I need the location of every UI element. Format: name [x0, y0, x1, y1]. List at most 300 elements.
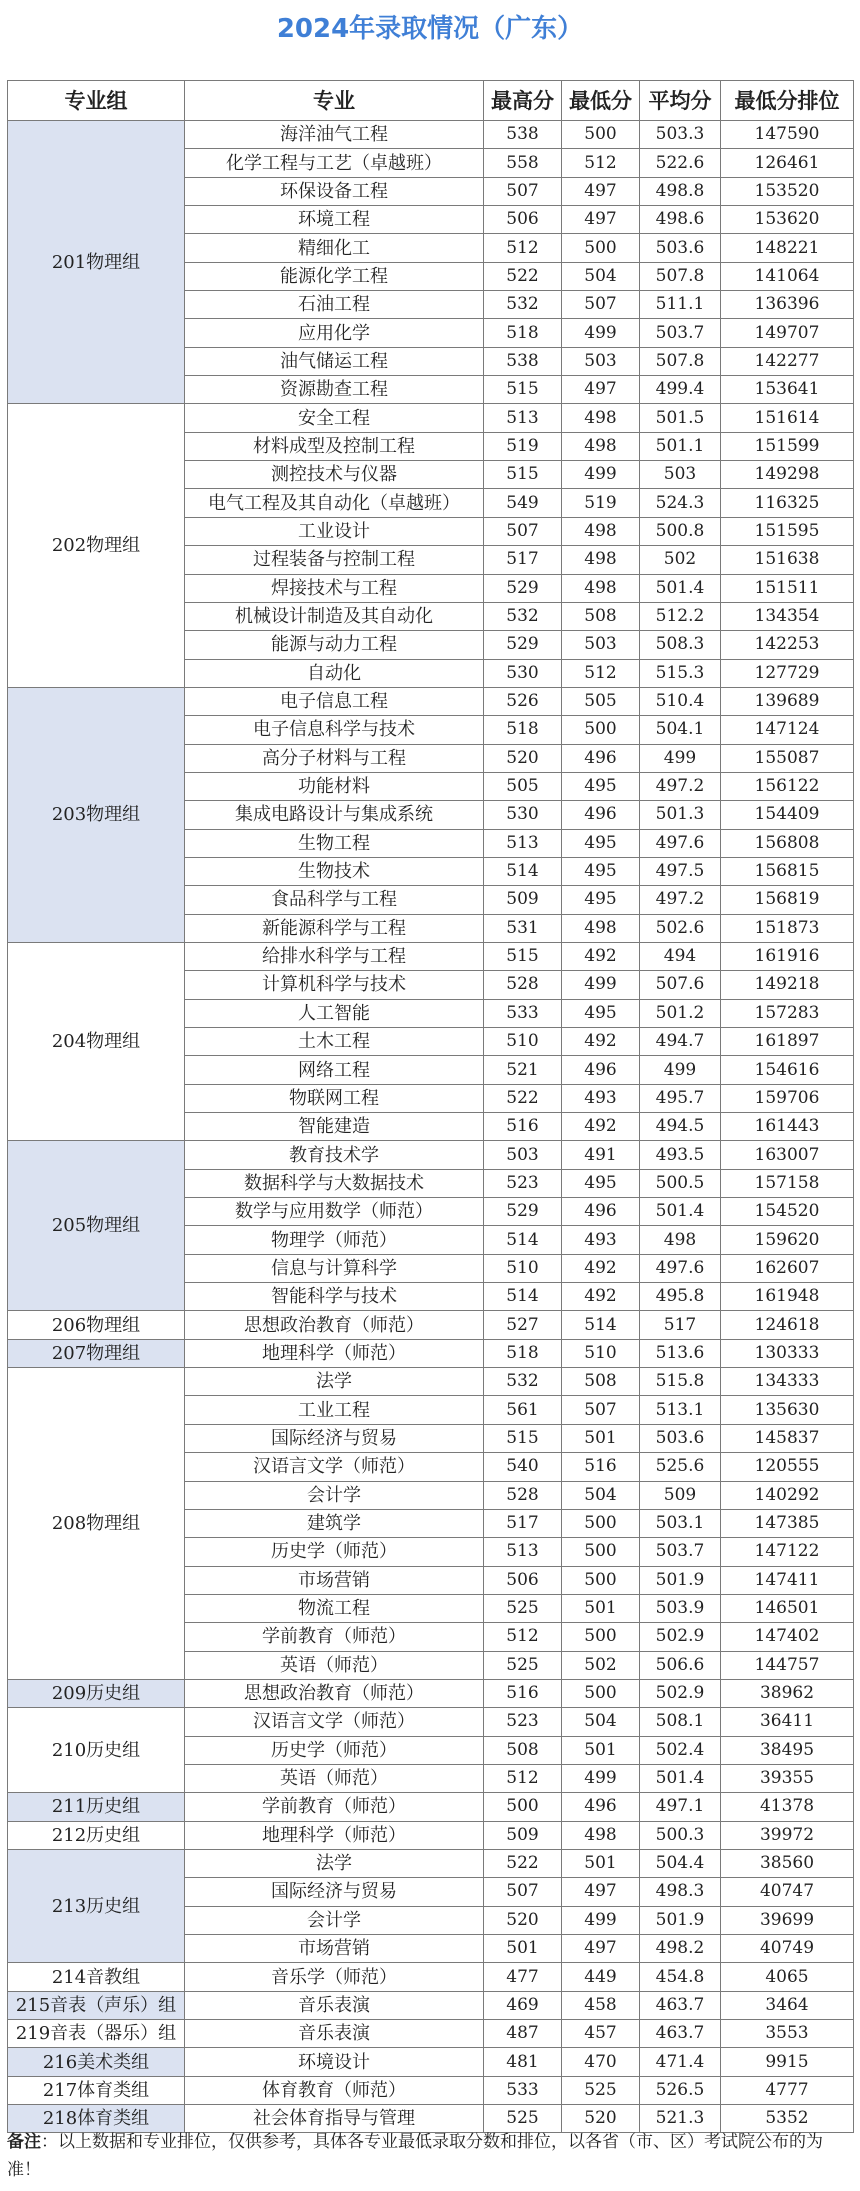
min-score-cell: 507 [562, 291, 640, 319]
table-row [8, 1339, 854, 1367]
max-score-cell: 516 [484, 1113, 562, 1141]
avg-score-cell: 501.1 [640, 432, 721, 460]
major-cell: 音乐学（师范） [185, 1963, 484, 1991]
min-score-cell: 498 [562, 574, 640, 602]
table-row [8, 942, 854, 970]
min-rank-cell: 157158 [721, 1169, 854, 1197]
min-rank-cell: 39699 [721, 1906, 854, 1934]
min-score-cell: 498 [562, 432, 640, 460]
table-row [8, 1793, 854, 1821]
min-rank-cell: 41378 [721, 1793, 854, 1821]
avg-score-cell: 507.8 [640, 262, 721, 290]
table-row [8, 2076, 854, 2104]
max-score-cell: 529 [484, 574, 562, 602]
max-score-cell: 532 [484, 1368, 562, 1396]
major-cell: 石油工程 [185, 291, 484, 319]
max-score-cell: 487 [484, 2020, 562, 2048]
min-score-cell: 498 [562, 914, 640, 942]
header-min-score: 最低分 [562, 81, 640, 121]
min-rank-cell: 5352 [721, 2105, 854, 2133]
min-rank-cell: 156122 [721, 772, 854, 800]
max-score-cell: 561 [484, 1396, 562, 1424]
min-score-cell: 501 [562, 1594, 640, 1622]
min-score-cell: 493 [562, 1084, 640, 1112]
avg-score-cell: 471.4 [640, 2048, 721, 2076]
avg-score-cell: 501.4 [640, 1764, 721, 1792]
avg-score-cell: 515.3 [640, 659, 721, 687]
table-row [8, 1821, 854, 1849]
min-rank-cell: 156808 [721, 829, 854, 857]
max-score-cell: 538 [484, 347, 562, 375]
min-rank-cell: 127729 [721, 659, 854, 687]
min-score-cell: 499 [562, 1906, 640, 1934]
major-cell: 汉语言文学（师范） [185, 1453, 484, 1481]
max-score-cell: 512 [484, 1764, 562, 1792]
min-score-cell: 457 [562, 2020, 640, 2048]
max-score-cell: 509 [484, 1821, 562, 1849]
avg-score-cell: 502.9 [640, 1679, 721, 1707]
footnote [7, 2128, 853, 2184]
min-score-cell: 501 [562, 1424, 640, 1452]
avg-score-cell: 503.3 [640, 121, 721, 149]
group-cell: 206物理组 [8, 1311, 185, 1339]
group-cell: 207物理组 [8, 1339, 185, 1367]
min-score-cell: 503 [562, 631, 640, 659]
min-rank-cell: 151595 [721, 517, 854, 545]
major-cell: 高分子材料与工程 [185, 744, 484, 772]
max-score-cell: 508 [484, 1736, 562, 1764]
min-rank-cell: 4777 [721, 2076, 854, 2104]
min-score-cell: 495 [562, 886, 640, 914]
avg-score-cell: 522.6 [640, 149, 721, 177]
major-cell: 历史学（师范） [185, 1538, 484, 1566]
avg-score-cell: 503.9 [640, 1594, 721, 1622]
min-rank-cell: 155087 [721, 744, 854, 772]
avg-score-cell: 497.5 [640, 857, 721, 885]
min-score-cell: 504 [562, 1481, 640, 1509]
min-rank-cell: 140292 [721, 1481, 854, 1509]
major-cell: 数学与应用数学（师范） [185, 1198, 484, 1226]
min-rank-cell: 149298 [721, 461, 854, 489]
min-rank-cell: 161443 [721, 1113, 854, 1141]
min-score-cell: 498 [562, 546, 640, 574]
min-rank-cell: 156815 [721, 857, 854, 885]
group-cell: 213历史组 [8, 1849, 185, 1962]
max-score-cell: 507 [484, 1878, 562, 1906]
major-cell: 数据科学与大数据技术 [185, 1169, 484, 1197]
avg-score-cell: 498.2 [640, 1935, 721, 1963]
avg-score-cell: 502.9 [640, 1623, 721, 1651]
header-min-rank: 最低分排位 [721, 81, 854, 121]
min-rank-cell: 151873 [721, 914, 854, 942]
min-score-cell: 500 [562, 121, 640, 149]
group-cell: 208物理组 [8, 1368, 185, 1680]
max-score-cell: 506 [484, 1566, 562, 1594]
min-rank-cell: 147411 [721, 1566, 854, 1594]
max-score-cell: 513 [484, 829, 562, 857]
avg-score-cell: 497.2 [640, 886, 721, 914]
major-cell: 教育技术学 [185, 1141, 484, 1169]
min-score-cell: 496 [562, 1198, 640, 1226]
major-cell: 电子信息工程 [185, 687, 484, 715]
avg-score-cell: 498.6 [640, 206, 721, 234]
page-title: 2024年录取情况（广东） [276, 14, 584, 44]
major-cell: 过程装备与控制工程 [185, 546, 484, 574]
min-rank-cell: 148221 [721, 234, 854, 262]
major-cell: 应用化学 [185, 319, 484, 347]
max-score-cell: 514 [484, 857, 562, 885]
min-score-cell: 499 [562, 1764, 640, 1792]
max-score-cell: 477 [484, 1963, 562, 1991]
major-cell: 智能科学与技术 [185, 1283, 484, 1311]
major-cell: 会计学 [185, 1906, 484, 1934]
min-rank-cell: 134333 [721, 1368, 854, 1396]
max-score-cell: 507 [484, 517, 562, 545]
major-cell: 机械设计制造及其自动化 [185, 602, 484, 630]
max-score-cell: 515 [484, 1424, 562, 1452]
table-row [8, 1708, 854, 1736]
max-score-cell: 523 [484, 1169, 562, 1197]
min-score-cell: 510 [562, 1339, 640, 1367]
avg-score-cell: 512.2 [640, 602, 721, 630]
min-rank-cell: 162607 [721, 1254, 854, 1282]
table-row [8, 1311, 854, 1339]
group-cell: 205物理组 [8, 1141, 185, 1311]
min-score-cell: 502 [562, 1651, 640, 1679]
major-cell: 汉语言文学（师范） [185, 1708, 484, 1736]
group-cell: 215音表（声乐）组 [8, 1991, 185, 2019]
major-cell: 历史学（师范） [185, 1736, 484, 1764]
min-score-cell: 497 [562, 376, 640, 404]
avg-score-cell: 494.7 [640, 1028, 721, 1056]
min-rank-cell: 151614 [721, 404, 854, 432]
max-score-cell: 500 [484, 1793, 562, 1821]
table-header-row [8, 81, 854, 121]
major-cell: 市场营销 [185, 1935, 484, 1963]
table-row [8, 1963, 854, 1991]
max-score-cell: 540 [484, 1453, 562, 1481]
major-cell: 思想政治教育（师范） [185, 1679, 484, 1707]
major-cell: 音乐表演 [185, 1991, 484, 2019]
major-cell: 环境设计 [185, 2048, 484, 2076]
min-rank-cell: 161916 [721, 942, 854, 970]
min-score-cell: 496 [562, 801, 640, 829]
avg-score-cell: 495.8 [640, 1283, 721, 1311]
group-cell: 214音教组 [8, 1963, 185, 1991]
min-rank-cell: 39972 [721, 1821, 854, 1849]
avg-score-cell: 504.4 [640, 1849, 721, 1877]
max-score-cell: 515 [484, 376, 562, 404]
min-score-cell: 493 [562, 1226, 640, 1254]
table-row [8, 404, 854, 432]
max-score-cell: 510 [484, 1028, 562, 1056]
header-avg-score: 平均分 [640, 81, 721, 121]
max-score-cell: 518 [484, 716, 562, 744]
min-score-cell: 492 [562, 942, 640, 970]
max-score-cell: 558 [484, 149, 562, 177]
group-cell: 204物理组 [8, 942, 185, 1140]
avg-score-cell: 513.1 [640, 1396, 721, 1424]
major-cell: 体育教育（师范） [185, 2076, 484, 2104]
footnote-text: ：以上数据和专业排位，仅供参考，具体各专业最低录取分数和排位，以各省（市、区）考试院公布的为准！ [7, 2132, 823, 2180]
min-score-cell: 496 [562, 1056, 640, 1084]
min-score-cell: 519 [562, 489, 640, 517]
table-row [8, 1991, 854, 2019]
major-cell: 智能建造 [185, 1113, 484, 1141]
min-score-cell: 499 [562, 461, 640, 489]
max-score-cell: 530 [484, 801, 562, 829]
min-rank-cell: 147122 [721, 1538, 854, 1566]
avg-score-cell: 509 [640, 1481, 721, 1509]
major-cell: 社会体育指导与管理 [185, 2105, 484, 2133]
min-score-cell: 525 [562, 2076, 640, 2104]
table-body [8, 121, 854, 2133]
max-score-cell: 529 [484, 1198, 562, 1226]
min-score-cell: 500 [562, 1566, 640, 1594]
min-score-cell: 470 [562, 2048, 640, 2076]
min-rank-cell: 135630 [721, 1396, 854, 1424]
major-cell: 音乐表演 [185, 2020, 484, 2048]
avg-score-cell: 497.1 [640, 1793, 721, 1821]
group-cell: 202物理组 [8, 404, 185, 687]
avg-score-cell: 526.5 [640, 2076, 721, 2104]
min-score-cell: 500 [562, 1679, 640, 1707]
major-cell: 电气工程及其自动化（卓越班） [185, 489, 484, 517]
min-score-cell: 497 [562, 1878, 640, 1906]
avg-score-cell: 521.3 [640, 2105, 721, 2133]
major-cell: 信息与计算科学 [185, 1254, 484, 1282]
max-score-cell: 512 [484, 234, 562, 262]
max-score-cell: 517 [484, 1509, 562, 1537]
min-score-cell: 495 [562, 772, 640, 800]
min-score-cell: 503 [562, 347, 640, 375]
min-rank-cell: 161948 [721, 1283, 854, 1311]
group-cell: 212历史组 [8, 1821, 185, 1849]
min-score-cell: 500 [562, 1509, 640, 1537]
min-score-cell: 500 [562, 234, 640, 262]
min-rank-cell: 36411 [721, 1708, 854, 1736]
min-score-cell: 497 [562, 1935, 640, 1963]
min-rank-cell: 136396 [721, 291, 854, 319]
min-rank-cell: 38495 [721, 1736, 854, 1764]
major-cell: 焊接技术与工程 [185, 574, 484, 602]
min-rank-cell: 154409 [721, 801, 854, 829]
avg-score-cell: 501.4 [640, 574, 721, 602]
avg-score-cell: 500.8 [640, 517, 721, 545]
max-score-cell: 517 [484, 546, 562, 574]
major-cell: 国际经济与贸易 [185, 1424, 484, 1452]
min-rank-cell: 151599 [721, 432, 854, 460]
min-score-cell: 495 [562, 857, 640, 885]
min-score-cell: 504 [562, 1708, 640, 1736]
table-row [8, 1849, 854, 1877]
major-cell: 法学 [185, 1849, 484, 1877]
min-score-cell: 501 [562, 1736, 640, 1764]
avg-score-cell: 502 [640, 546, 721, 574]
avg-score-cell: 500.3 [640, 1821, 721, 1849]
major-cell: 网络工程 [185, 1056, 484, 1084]
avg-score-cell: 498.8 [640, 177, 721, 205]
min-rank-cell: 163007 [721, 1141, 854, 1169]
major-cell: 给排水科学与工程 [185, 942, 484, 970]
min-rank-cell: 142253 [721, 631, 854, 659]
min-rank-cell: 153620 [721, 206, 854, 234]
max-score-cell: 507 [484, 177, 562, 205]
min-rank-cell: 159620 [721, 1226, 854, 1254]
major-cell: 市场营销 [185, 1566, 484, 1594]
avg-score-cell: 503.6 [640, 234, 721, 262]
min-rank-cell: 9915 [721, 2048, 854, 2076]
min-rank-cell: 147385 [721, 1509, 854, 1537]
avg-score-cell: 495.7 [640, 1084, 721, 1112]
avg-score-cell: 503.6 [640, 1424, 721, 1452]
max-score-cell: 527 [484, 1311, 562, 1339]
major-cell: 物联网工程 [185, 1084, 484, 1112]
max-score-cell: 501 [484, 1935, 562, 1963]
avg-score-cell: 511.1 [640, 291, 721, 319]
min-score-cell: 492 [562, 1254, 640, 1282]
min-score-cell: 501 [562, 1849, 640, 1877]
min-rank-cell: 149218 [721, 971, 854, 999]
min-score-cell: 512 [562, 149, 640, 177]
min-rank-cell: 124618 [721, 1311, 854, 1339]
max-score-cell: 525 [484, 2105, 562, 2133]
max-score-cell: 526 [484, 687, 562, 715]
max-score-cell: 519 [484, 432, 562, 460]
avg-score-cell: 498 [640, 1226, 721, 1254]
avg-score-cell: 454.8 [640, 1963, 721, 1991]
min-score-cell: 508 [562, 1368, 640, 1396]
avg-score-cell: 508.3 [640, 631, 721, 659]
min-rank-cell: 154520 [721, 1198, 854, 1226]
avg-score-cell: 463.7 [640, 1991, 721, 2019]
major-cell: 电子信息科学与技术 [185, 716, 484, 744]
max-score-cell: 505 [484, 772, 562, 800]
major-cell: 学前教育（师范） [185, 1793, 484, 1821]
table-row [8, 2020, 854, 2048]
min-rank-cell: 39355 [721, 1764, 854, 1792]
max-score-cell: 521 [484, 1056, 562, 1084]
avg-score-cell: 503.7 [640, 1538, 721, 1566]
major-cell: 英语（师范） [185, 1764, 484, 1792]
max-score-cell: 513 [484, 1538, 562, 1566]
max-score-cell: 506 [484, 206, 562, 234]
major-cell: 法学 [185, 1368, 484, 1396]
major-cell: 建筑学 [185, 1509, 484, 1537]
min-score-cell: 495 [562, 1169, 640, 1197]
major-cell: 测控技术与仪器 [185, 461, 484, 489]
min-score-cell: 508 [562, 602, 640, 630]
min-score-cell: 500 [562, 716, 640, 744]
min-score-cell: 497 [562, 206, 640, 234]
max-score-cell: 522 [484, 1084, 562, 1112]
major-cell: 物流工程 [185, 1594, 484, 1622]
major-cell: 自动化 [185, 659, 484, 687]
max-score-cell: 530 [484, 659, 562, 687]
max-score-cell: 525 [484, 1594, 562, 1622]
min-rank-cell: 151638 [721, 546, 854, 574]
max-score-cell: 533 [484, 999, 562, 1027]
avg-score-cell: 502.4 [640, 1736, 721, 1764]
avg-score-cell: 507.6 [640, 971, 721, 999]
major-cell: 材料成型及控制工程 [185, 432, 484, 460]
major-cell: 国际经济与贸易 [185, 1878, 484, 1906]
min-rank-cell: 153641 [721, 376, 854, 404]
min-rank-cell: 116325 [721, 489, 854, 517]
major-cell: 食品科学与工程 [185, 886, 484, 914]
min-rank-cell: 147402 [721, 1623, 854, 1651]
min-rank-cell: 151511 [721, 574, 854, 602]
min-rank-cell: 157283 [721, 999, 854, 1027]
major-cell: 能源与动力工程 [185, 631, 484, 659]
min-score-cell: 497 [562, 177, 640, 205]
min-score-cell: 495 [562, 999, 640, 1027]
avg-score-cell: 498.3 [640, 1878, 721, 1906]
min-score-cell: 498 [562, 1821, 640, 1849]
min-rank-cell: 126461 [721, 149, 854, 177]
min-score-cell: 505 [562, 687, 640, 715]
major-cell: 地理科学（师范） [185, 1339, 484, 1367]
table-row [8, 687, 854, 715]
avg-score-cell: 501.4 [640, 1198, 721, 1226]
major-cell: 地理科学（师范） [185, 1821, 484, 1849]
max-score-cell: 528 [484, 971, 562, 999]
avg-score-cell: 499 [640, 1056, 721, 1084]
max-score-cell: 520 [484, 744, 562, 772]
avg-score-cell: 494 [640, 942, 721, 970]
major-cell: 工业设计 [185, 517, 484, 545]
max-score-cell: 532 [484, 602, 562, 630]
major-cell: 功能材料 [185, 772, 484, 800]
avg-score-cell: 463.7 [640, 2020, 721, 2048]
avg-score-cell: 501.5 [640, 404, 721, 432]
group-cell: 203物理组 [8, 687, 185, 942]
major-cell: 人工智能 [185, 999, 484, 1027]
max-score-cell: 529 [484, 631, 562, 659]
min-score-cell: 514 [562, 1311, 640, 1339]
min-score-cell: 516 [562, 1453, 640, 1481]
min-rank-cell: 40749 [721, 1935, 854, 1963]
min-rank-cell: 38560 [721, 1849, 854, 1877]
major-cell: 油气储运工程 [185, 347, 484, 375]
major-cell: 资源勘查工程 [185, 376, 484, 404]
min-score-cell: 492 [562, 1283, 640, 1311]
min-rank-cell: 141064 [721, 262, 854, 290]
avg-score-cell: 502.6 [640, 914, 721, 942]
avg-score-cell: 503.1 [640, 1509, 721, 1537]
header-max-score: 最高分 [484, 81, 562, 121]
admission-table [7, 80, 854, 2133]
max-score-cell: 512 [484, 1623, 562, 1651]
max-score-cell: 538 [484, 121, 562, 149]
max-score-cell: 516 [484, 1679, 562, 1707]
min-score-cell: 504 [562, 262, 640, 290]
avg-score-cell: 494.5 [640, 1113, 721, 1141]
min-score-cell: 449 [562, 1963, 640, 1991]
major-cell: 生物工程 [185, 829, 484, 857]
table-row [8, 2048, 854, 2076]
table-row [8, 121, 854, 149]
avg-score-cell: 525.6 [640, 1453, 721, 1481]
max-score-cell: 481 [484, 2048, 562, 2076]
min-rank-cell: 40747 [721, 1878, 854, 1906]
min-rank-cell: 4065 [721, 1963, 854, 1991]
min-rank-cell: 159706 [721, 1084, 854, 1112]
min-score-cell: 498 [562, 517, 640, 545]
min-score-cell: 499 [562, 319, 640, 347]
group-cell: 210历史组 [8, 1708, 185, 1793]
min-rank-cell: 146501 [721, 1594, 854, 1622]
